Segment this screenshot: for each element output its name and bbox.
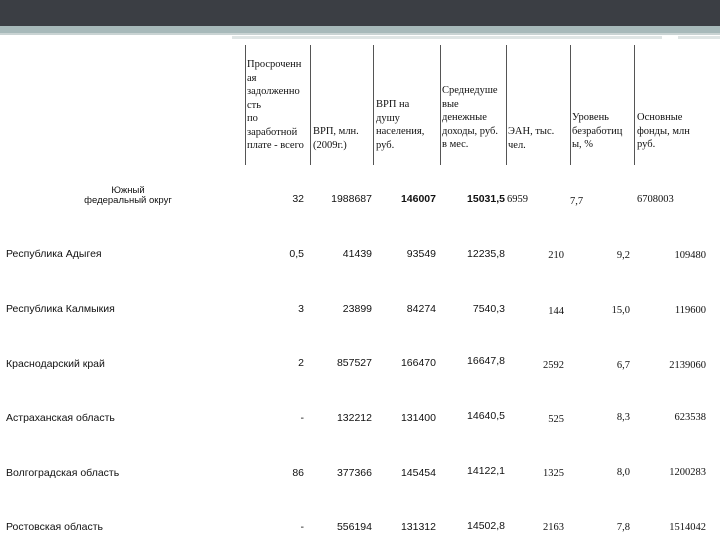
header-avg-income: Среднедуше вые денежные доходы, руб. в мес. xyxy=(442,85,498,150)
cell-value: - xyxy=(300,521,304,533)
accent-band xyxy=(0,26,720,33)
cell-value: 2592 xyxy=(543,360,564,371)
header-grp: ВРП, млн. (2009г.) xyxy=(313,126,359,151)
grid-line xyxy=(506,45,507,165)
cell-value: 166470 xyxy=(400,357,436,369)
cell-value: 7,8 xyxy=(616,522,630,533)
cell-value: 9,2 xyxy=(616,250,630,261)
cell-value: 8,0 xyxy=(616,467,630,478)
row-name: Волгоградская область xyxy=(6,467,120,479)
grid-line xyxy=(634,45,635,165)
cell-value: 377366 xyxy=(336,467,372,479)
row-name: Ростовская область xyxy=(6,521,104,533)
cell-value: 556194 xyxy=(336,521,372,533)
cell-value: 2163 xyxy=(543,522,564,533)
cell-value: 131400 xyxy=(400,412,436,424)
top-bar xyxy=(0,0,720,26)
cell-value: 525 xyxy=(548,414,564,425)
grid-line xyxy=(570,45,571,165)
cell-value: 14122,1 xyxy=(467,465,505,477)
cell-value: 109480 xyxy=(674,250,706,261)
row-name: Республика Адыгея xyxy=(6,248,102,260)
row-name: Республика Калмыкия xyxy=(6,303,115,315)
header-overdue-wages: Просроченн ая задолженно сть по заработной плате - всего xyxy=(247,59,304,151)
cell-value: 210 xyxy=(548,250,564,261)
cell-value: 7540,3 xyxy=(472,303,505,315)
cell-value: 41439 xyxy=(342,248,372,260)
cell-value: 144 xyxy=(548,306,564,317)
cell-value: 3 xyxy=(298,303,304,315)
grid-line xyxy=(245,45,246,165)
cell-value: 1514042 xyxy=(669,522,706,533)
cell-value: 2139060 xyxy=(669,360,706,371)
grid-line xyxy=(310,45,311,165)
cell-value: 16647,8 xyxy=(467,355,505,367)
region-value: 6708003 xyxy=(637,194,674,205)
cell-value: 93549 xyxy=(406,248,436,260)
cell-value: 86 xyxy=(292,467,304,479)
cell-value: 132212 xyxy=(336,412,372,424)
cell-value: 14640,5 xyxy=(467,410,505,422)
region-name: Южный федеральный округ xyxy=(84,185,172,206)
header-fixed-assets: Основные фонды, млн руб. xyxy=(637,112,690,150)
cell-value: 6,7 xyxy=(616,360,630,371)
cell-value: 23899 xyxy=(342,303,372,315)
grid-line xyxy=(373,45,374,165)
cell-value: 857527 xyxy=(336,357,372,369)
region-value: 6959 xyxy=(507,194,528,205)
region-value: 7,7 xyxy=(570,196,584,207)
header-unemployment: Уровень безработиц ы, % xyxy=(572,112,623,150)
grid-line xyxy=(440,45,441,165)
accent-line xyxy=(0,33,720,35)
cell-value: 119600 xyxy=(674,305,706,316)
row-name: Астраханская область xyxy=(6,412,115,424)
cell-value: 1325 xyxy=(543,468,564,479)
cell-value: 12235,8 xyxy=(467,248,505,260)
header-ean: ЭАН, тыс. чел. xyxy=(508,126,555,151)
cell-value: 0,5 xyxy=(289,248,304,260)
cell-value: 131312 xyxy=(400,521,436,533)
cell-value: 14502,8 xyxy=(467,520,505,532)
cell-value: 84274 xyxy=(406,303,436,315)
decor-bar-right xyxy=(678,36,720,39)
region-value: 32 xyxy=(292,193,304,205)
row-name: Краснодарский край xyxy=(6,358,105,370)
cell-value: 145454 xyxy=(400,467,436,479)
cell-value: 15,0 xyxy=(611,305,630,316)
cell-value: 8,3 xyxy=(616,412,630,423)
region-value: 1988687 xyxy=(331,193,372,205)
decor-bar xyxy=(232,36,662,39)
cell-value: 2 xyxy=(298,357,304,369)
region-value: 15031,5 xyxy=(467,193,505,205)
cell-value: 623538 xyxy=(674,412,706,423)
region-value: 146007 xyxy=(400,193,436,205)
cell-value: - xyxy=(300,412,304,424)
cell-value: 1200283 xyxy=(669,467,706,478)
header-grp-per-capita: ВРП на душу населения, руб. xyxy=(376,99,425,151)
